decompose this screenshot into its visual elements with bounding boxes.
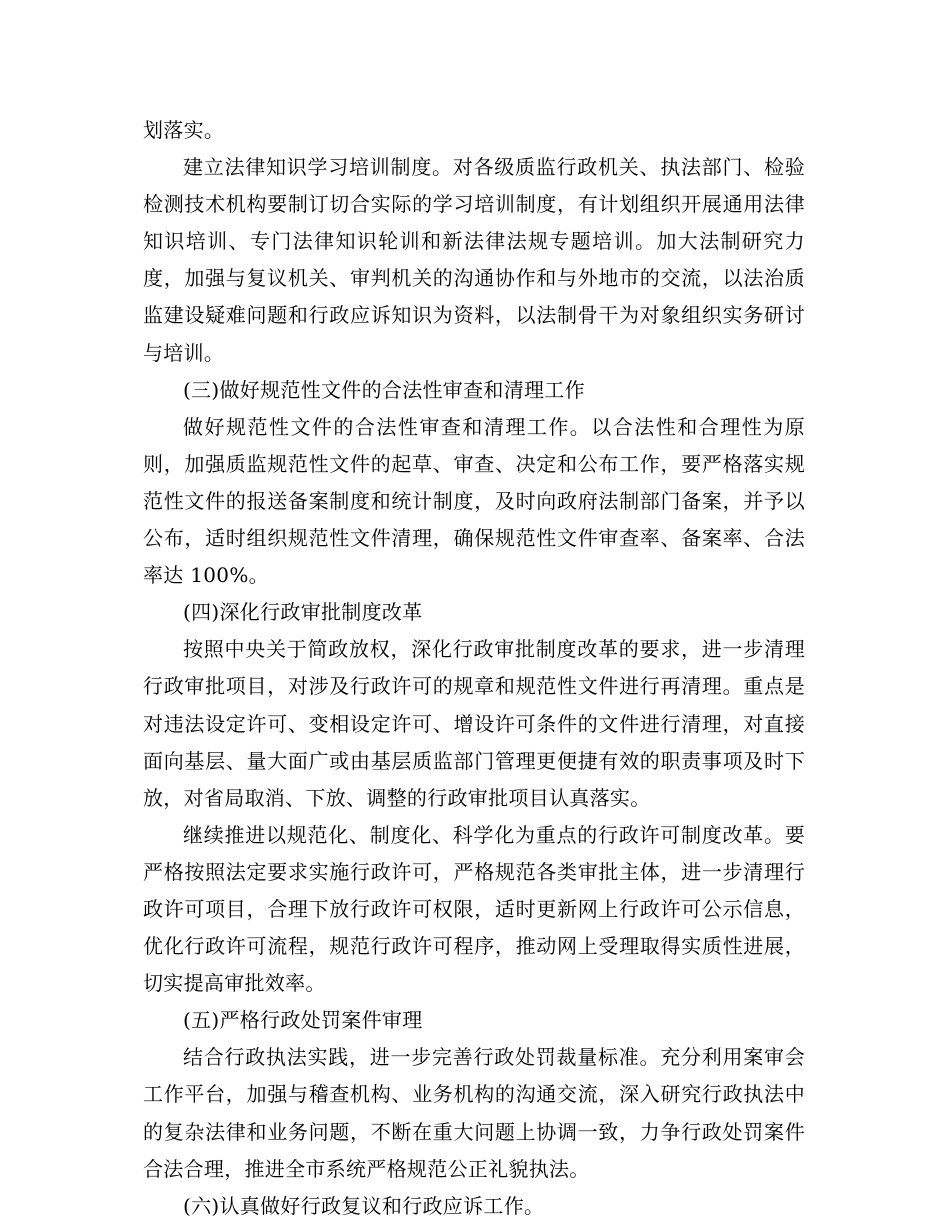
- paragraph-penalty-review: 结合行政执法实践，进一步完善行政处罚裁量标准。充分利用案审会工作平台，加强与稽查机构、业务机构的沟通交流，深入研究行政执法中的复杂法律和业务问题，不断在重大问题上协调一致，力争行政处罚案件合法合理，推进全市系统严格规范公正礼貌执法。: [143, 1045, 805, 1181]
- paragraph-normative-documents: 做好规范性文件的合法性审查和清理工作。以合法性和合理性为原则，加强质监规范性文件的起草、审查、决定和公布工作，要严格落实规范性文件的报送备案制度和统计制度，及时向政府法制部门备案，并予以公布，适时组织规范性文件清理，确保规范性文件审查率、备案率、合法率达 100%。: [143, 414, 805, 588]
- section-heading-3: (三)做好规范性文件的合法性审查和清理工作: [183, 377, 585, 402]
- paragraph-approval-reform: 按照中央关于简政放权，深化行政审批制度改革的要求，进一步清理行政审批项目，对涉及行政许可的规章和规范性文件进行再清理。重点是对违法设定许可、变相设定许可、增设许可条件的文件进行清理，对直接面向基层、量大面广或由基层质监部门管理更便捷有效的职责事项及时下放，对省局取消、下放、调整的行政审批项目认真落实。: [143, 637, 805, 810]
- paragraph-continuation: 划落实。: [143, 118, 225, 142]
- section-heading-4: (四)深化行政审批制度改革: [183, 600, 423, 625]
- paragraph-legal-training: 建立法律知识学习培训制度。对各级质监行政机关、执法部门、检验检测技术机构要制订切合实际的学习培训制度，有计划组织开展通用法律知识培训、专门法律知识轮训和新法律法规专题培训。加大法制研究力度，加强与复议机关、审判机关的沟通协作和与外地市的交流，以法治质监建设疑难问题和行政应诉知识为资料，以法制骨干为对象组织实务研讨与培训。: [143, 155, 805, 365]
- paragraph-licensing-reform: 继续推进以规范化、制度化、科学化为重点的行政许可制度改革。要严格按照法定要求实施行政许可，严格规范各类审批主体，进一步清理行政许可项目，合理下放行政许可权限，适时更新网上行政许可公示信息，优化行政许可流程，规范行政许可程序，推动网上受理取得实质性进展，切实提高审批效率。: [143, 822, 805, 996]
- section-heading-6: (六)认真做好行政复议和行政应诉工作。: [183, 1193, 545, 1218]
- section-heading-5: (五)严格行政处罚案件审理: [183, 1008, 423, 1033]
- document-body: [143, 112, 805, 1225]
